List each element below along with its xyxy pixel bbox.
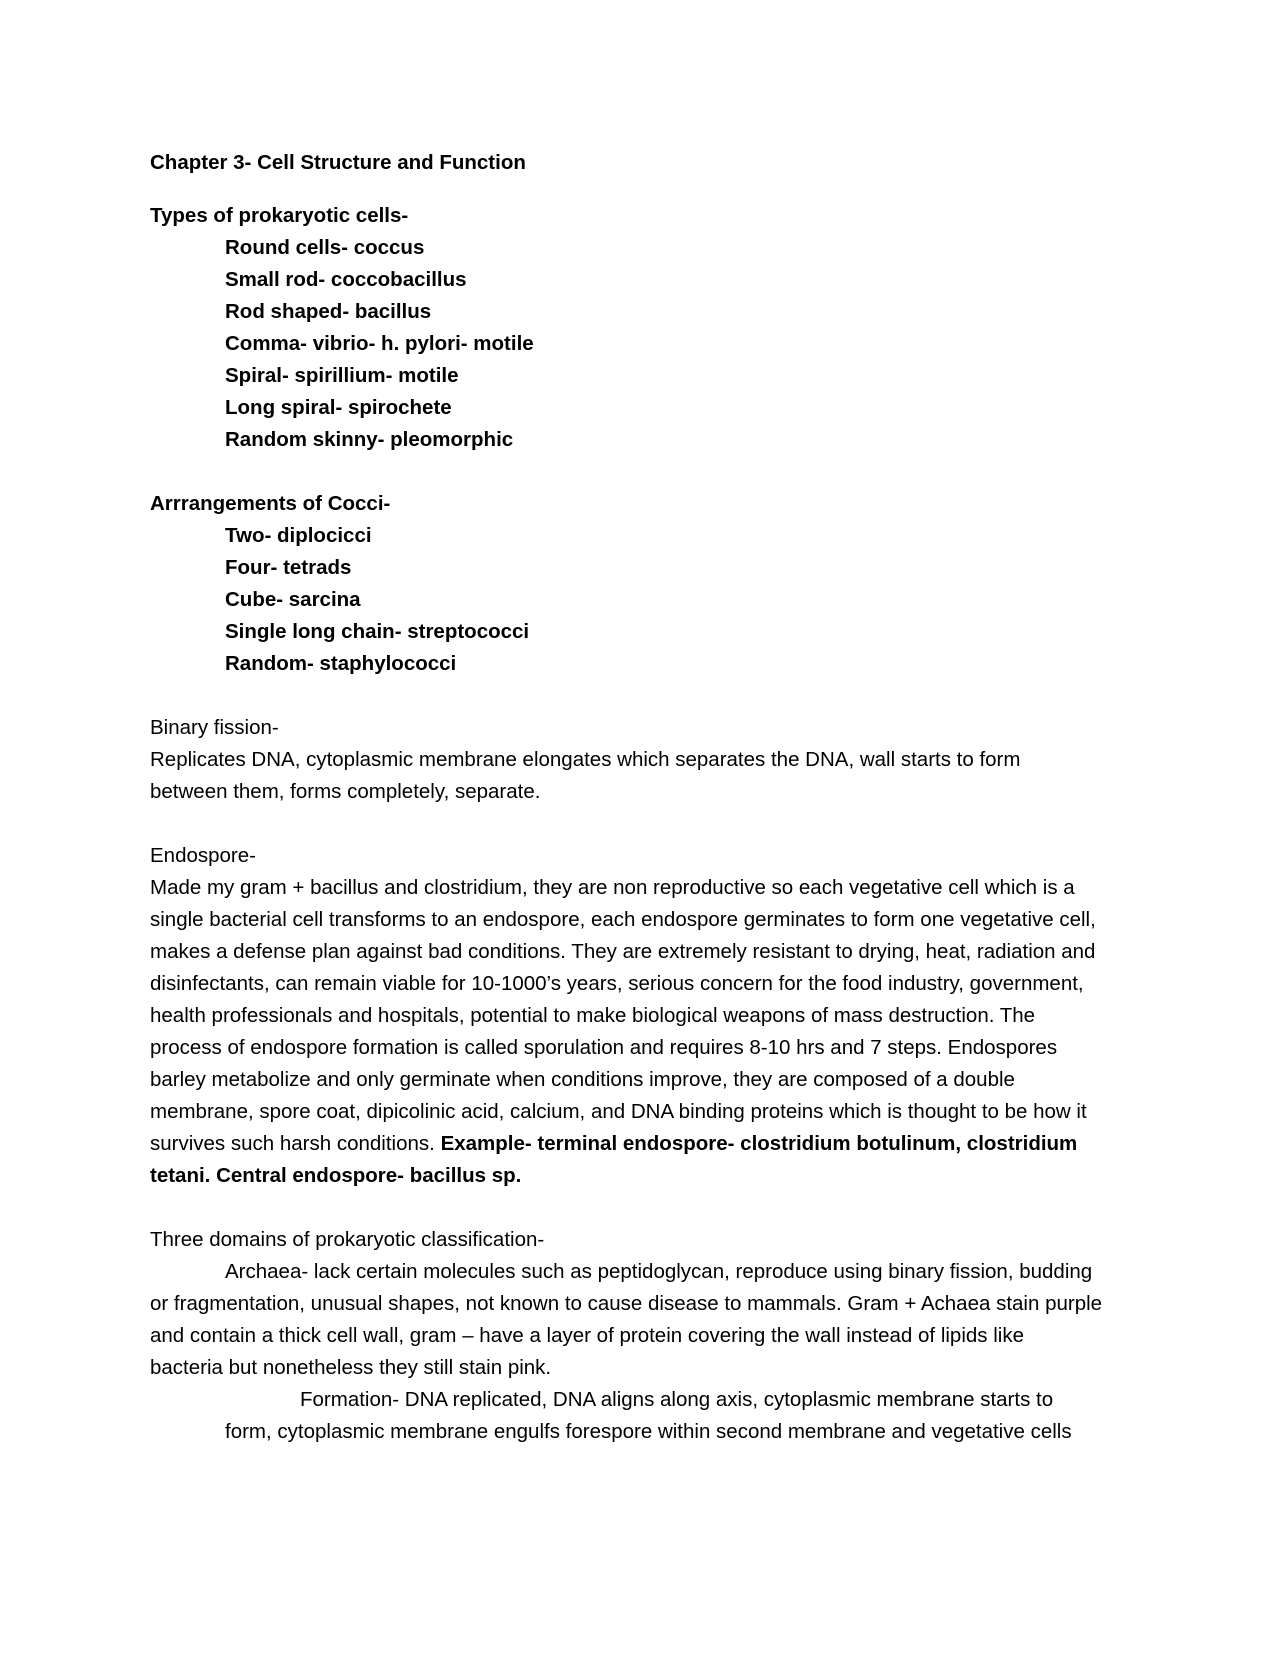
section-heading-domains: Three domains of prokaryotic classification-: [150, 1228, 545, 1251]
paragraph-line: makes a defense plan against bad conditions. They are extremely resistant to drying, heat, radiation and: [150, 940, 1096, 963]
paragraph-line: single bacterial cell transforms to an endospore, each endospore germinates to form one vegetative cell,: [150, 908, 1096, 931]
spacer: [150, 680, 1132, 712]
paragraph-line-mixed: [150, 1128, 1132, 1160]
section-heading-prokaryotic-types: Types of prokaryotic cells-: [150, 204, 409, 227]
spacer: [150, 1192, 1132, 1224]
example-text: Example- terminal endospore- clostridium botulinum, clostridium: [440, 1132, 1078, 1155]
paragraph-line: health professionals and hospitals, potential to make biological weapons of mass destruction. The: [150, 1004, 1036, 1027]
document-body: [150, 147, 1132, 1448]
page-title: Chapter 3- Cell Structure and Function: [150, 151, 526, 174]
paragraph-line: process of endospore formation is called sporulation and requires 8-10 hrs and 7 steps. Endospores: [150, 1036, 1058, 1059]
list-item: Spiral- spirillium- motile: [225, 364, 459, 387]
example-text: tetani. Central endospore- bacillus sp.: [150, 1164, 522, 1187]
list-item: Cube- sarcina: [225, 588, 361, 611]
paragraph-line: form, cytoplasmic membrane engulfs forespore within second membrane and vegetative cells: [225, 1420, 1072, 1443]
list-item: Long spiral- spirochete: [225, 396, 452, 419]
spacer: [150, 808, 1132, 840]
paragraph-line: between them, forms completely, separate.: [150, 780, 541, 803]
list-item: Round cells- coccus: [225, 236, 425, 259]
section-heading-cocci-arrangements: Arrrangements of Cocci-: [150, 492, 391, 515]
list-item: Single long chain- streptococci: [225, 620, 530, 643]
paragraph-line: Formation- DNA replicated, DNA aligns along axis, cytoplasmic membrane starts to: [300, 1388, 1054, 1411]
paragraph-line: disinfectants, can remain viable for 10-1000’s years, serious concern for the food industry, government,: [150, 972, 1084, 995]
paragraph-line: membrane, spore coat, dipicolinic acid, calcium, and DNA binding proteins which is thought to be how it: [150, 1100, 1087, 1123]
list-item: Small rod- coccobacillus: [225, 268, 467, 291]
paragraph-line: and contain a thick cell wall, gram – have a layer of protein covering the wall instead of lipids like: [150, 1324, 1024, 1347]
list-item: Comma- vibrio- h. pylori- motile: [225, 332, 534, 355]
spacer: [150, 179, 1132, 200]
paragraph-line: bacteria but nonetheless they still stain pink.: [150, 1356, 552, 1379]
list-item: Random- staphylococci: [225, 652, 457, 675]
paragraph-line: barley metabolize and only germinate when conditions improve, they are composed of a double: [150, 1068, 1015, 1091]
list-item: Four- tetrads: [225, 556, 352, 579]
spacer: [150, 456, 1132, 488]
list-item: Rod shaped- bacillus: [225, 300, 432, 323]
paragraph-line: Archaea- lack certain molecules such as peptidoglycan, reproduce using binary fission, budding: [225, 1260, 1093, 1283]
paragraph-line: Made my gram + bacillus and clostridium, they are non reproductive so each vegetative cell which is a: [150, 876, 1075, 899]
section-heading-binary-fission: Binary fission-: [150, 716, 279, 739]
list-item: Two- diplocicci: [225, 524, 372, 547]
list-item: Random skinny- pleomorphic: [225, 428, 514, 451]
section-heading-endospore: Endospore-: [150, 844, 256, 867]
paragraph-line: Replicates DNA, cytoplasmic membrane elongates which separates the DNA, wall starts to form: [150, 748, 1021, 771]
paragraph-line: or fragmentation, unusual shapes, not known to cause disease to mammals. Gram + Achaea stain purple: [150, 1292, 1103, 1315]
plain-text: survives such harsh conditions.: [150, 1132, 441, 1155]
